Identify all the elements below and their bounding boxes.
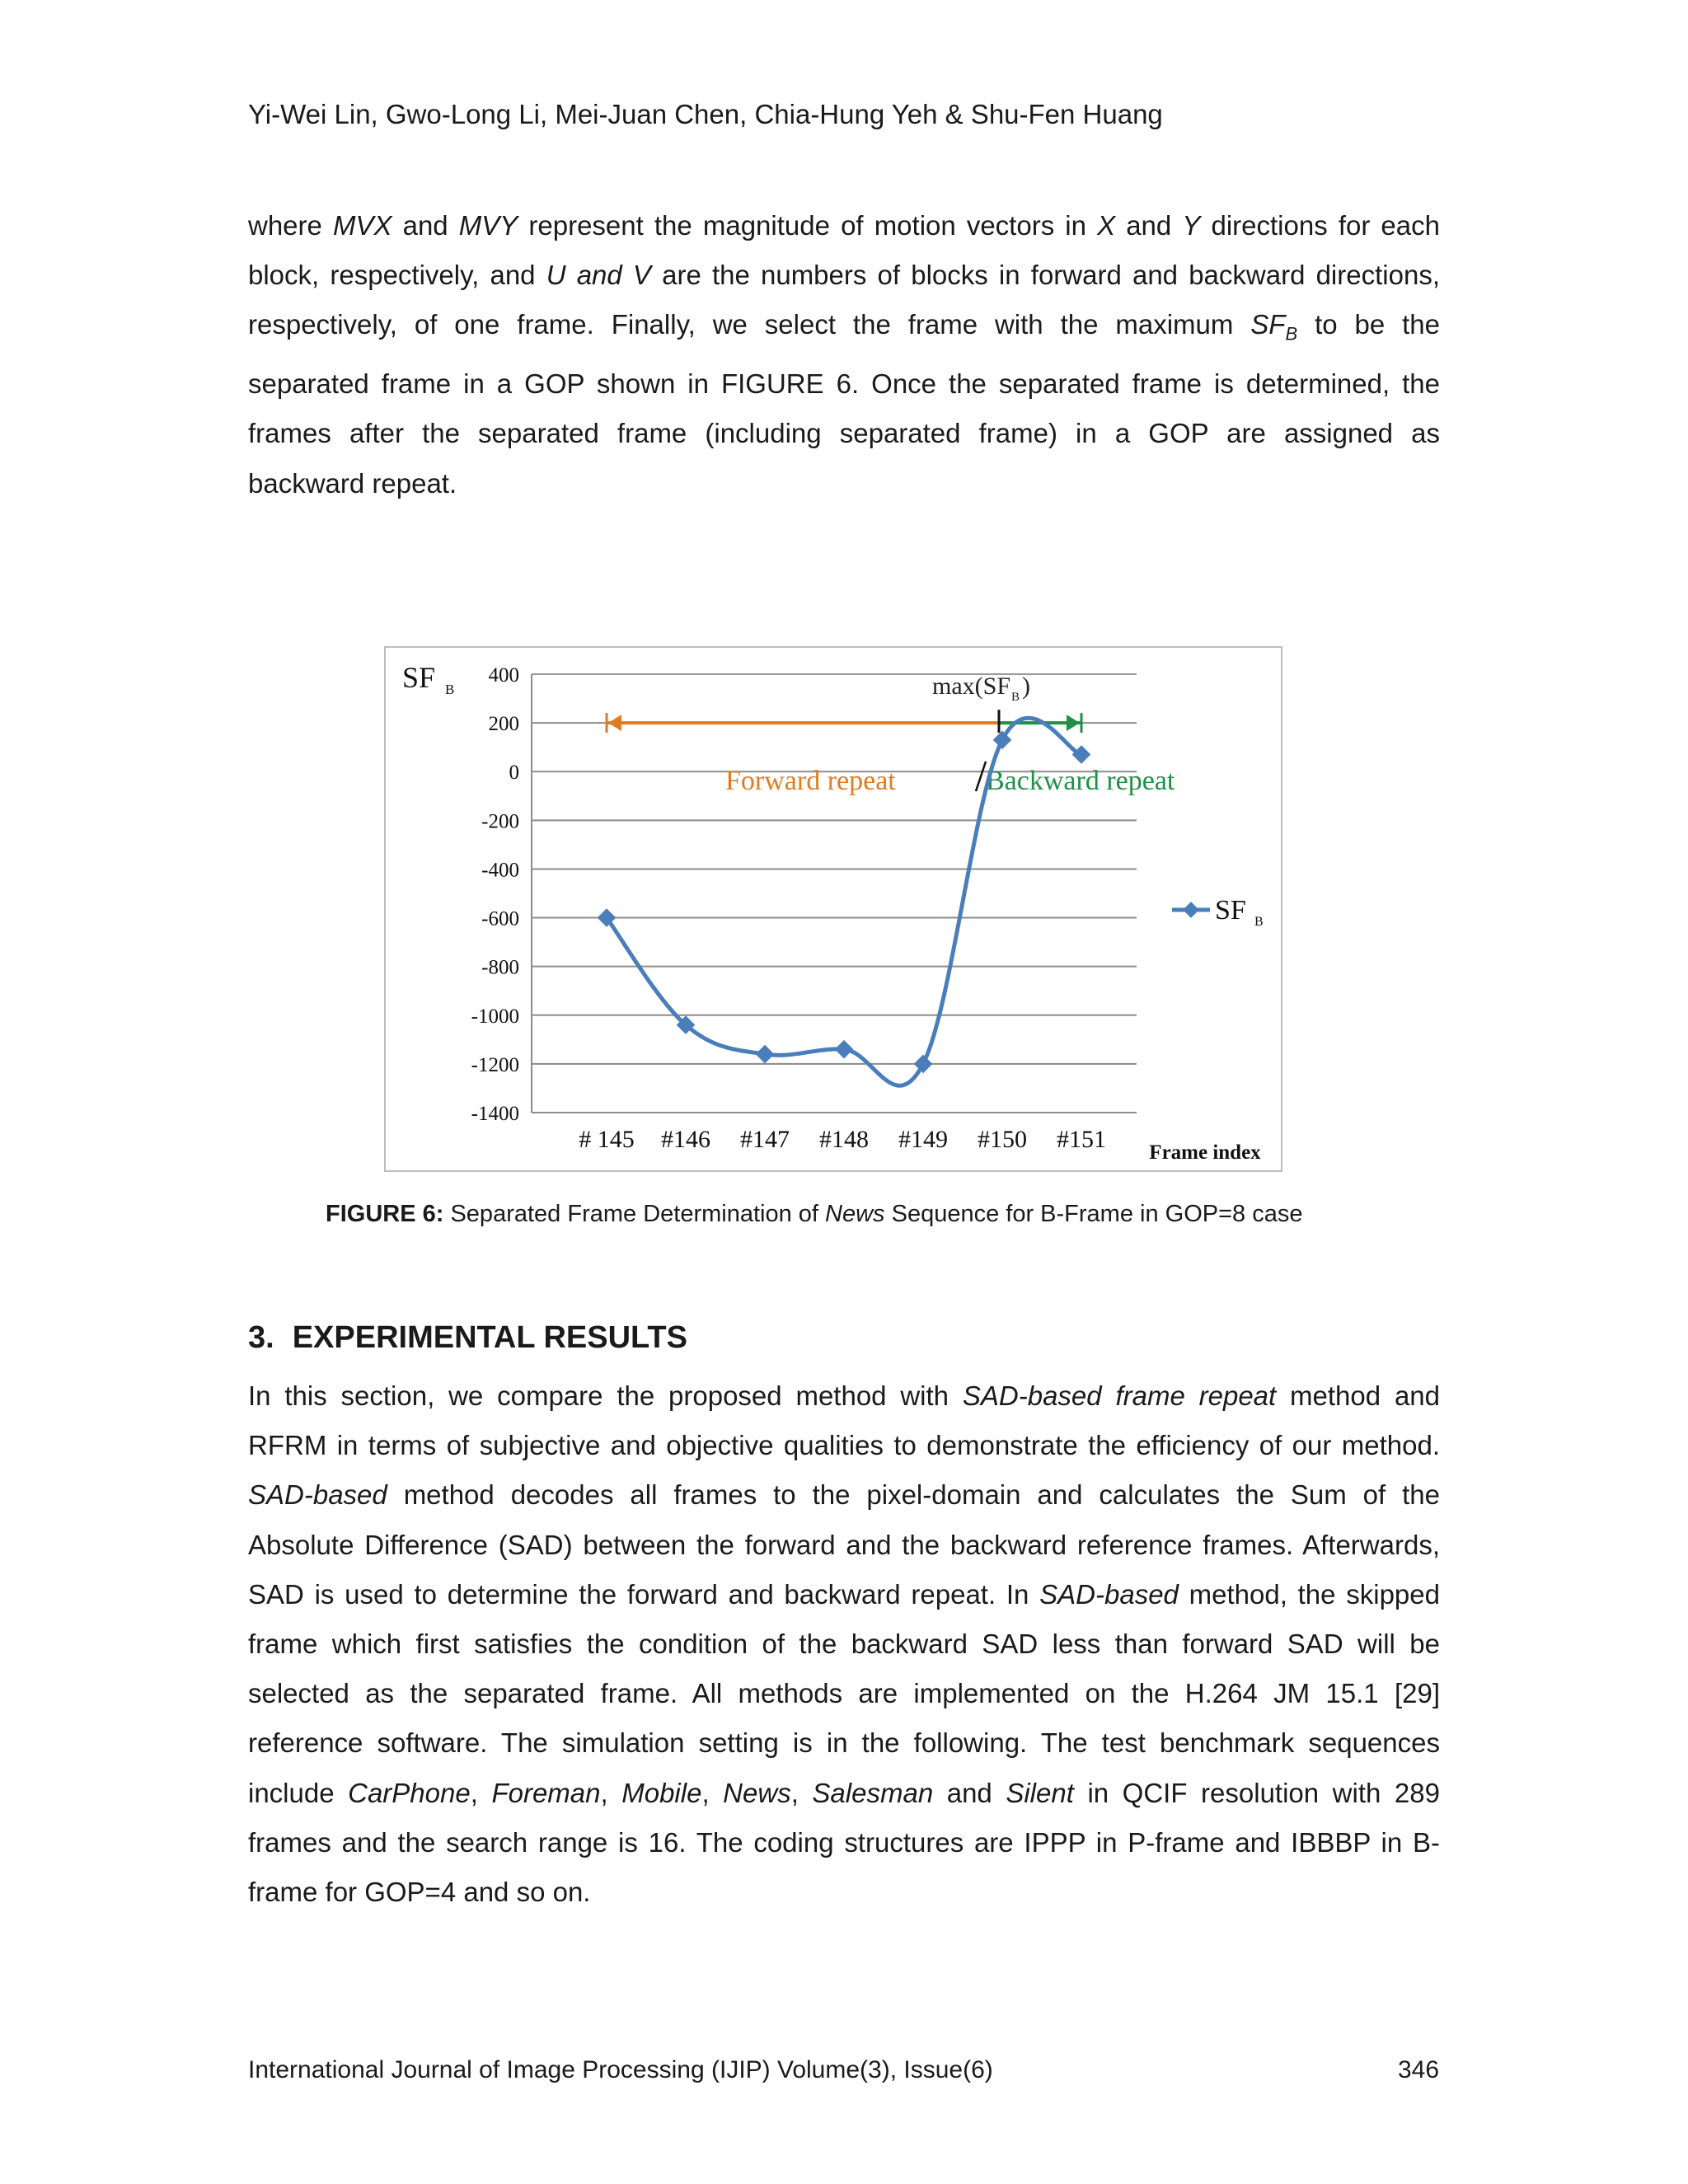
italic-term: MVY bbox=[458, 210, 518, 241]
text-line: respectively, of one frame. Finally, we select the frame with the maximum $SF_B$ to be the bbox=[248, 309, 1441, 344]
data-point-marker bbox=[835, 1040, 854, 1059]
text-line: Absolute Difference (SAD) between the forward and the backward reference frames. Afterwards, bbox=[248, 1529, 1440, 1560]
legend-label: SF bbox=[1215, 895, 1246, 926]
chart-svg bbox=[386, 648, 1281, 1170]
footer-journal: International Journal of Image Processing (IJIP) Volume(3), Issue(6) bbox=[248, 2056, 993, 2083]
caption-text-post: Sequence for B-Frame in GOP=8 case bbox=[884, 1201, 1303, 1227]
y-tick-label: 200 bbox=[488, 713, 519, 736]
y-tick-label: -800 bbox=[481, 956, 519, 979]
caption-text-italic: News bbox=[825, 1201, 885, 1227]
y-tick-label: -1400 bbox=[471, 1103, 519, 1125]
italic-term: Y bbox=[1182, 210, 1201, 241]
body-paragraph-2 bbox=[248, 1371, 1440, 1917]
x-tick-label: #146 bbox=[661, 1126, 710, 1153]
y-tick-label: -200 bbox=[481, 810, 519, 833]
text-line: frames and the search range is 16. The coding structures are IPPP in P-frame and IBBBP in B- bbox=[248, 1826, 1440, 1858]
text-line: frames after the separated frame (including separated frame) in a GOP are assigned as bbox=[248, 418, 1440, 449]
italic-term: Salesman bbox=[812, 1777, 934, 1808]
italic-term: CarPhone bbox=[348, 1777, 471, 1808]
italic-term: MVX bbox=[332, 210, 392, 241]
x-tick-label: #150 bbox=[978, 1126, 1027, 1153]
x-axis-title: Frame index bbox=[1149, 1141, 1261, 1164]
italic-term: News bbox=[723, 1777, 791, 1808]
max-annotation-close: ) bbox=[1022, 673, 1030, 700]
text-line: frame which first satisfies the condition of the backward SAD less than forward SAD will be bbox=[248, 1629, 1440, 1660]
y-axis-title: SF bbox=[402, 661, 436, 694]
legend-marker bbox=[1183, 902, 1199, 918]
section-title: EXPERIMENTAL RESULTS bbox=[292, 1320, 687, 1355]
footer-page-number: 346 bbox=[1398, 2056, 1440, 2083]
text-line: frame for GOP=4 and so on. bbox=[248, 1877, 591, 1908]
separator-slash bbox=[976, 762, 986, 791]
text-line: RFRM in terms of subjective and objective qualities to demonstrate the efficiency of our method. bbox=[248, 1430, 1440, 1461]
section-heading bbox=[248, 1320, 687, 1356]
data-point-marker bbox=[756, 1045, 775, 1064]
italic-term: U and V bbox=[546, 260, 651, 291]
y-tick-label: -600 bbox=[481, 907, 519, 930]
x-tick-label: #148 bbox=[819, 1126, 869, 1153]
x-tick-label: #147 bbox=[740, 1126, 790, 1153]
data-point-marker bbox=[993, 730, 1012, 749]
body-paragraph-1 bbox=[248, 201, 1440, 509]
x-tick-label: # 145 bbox=[579, 1126, 635, 1153]
figure-6-chart bbox=[384, 646, 1282, 1172]
x-tick-label: #149 bbox=[898, 1126, 948, 1153]
y-tick-label: 0 bbox=[509, 762, 519, 785]
data-point-marker bbox=[914, 1055, 933, 1074]
italic-term: SAD-based frame repeat bbox=[962, 1380, 1277, 1411]
text-line: SAD-based method decodes all frames to the pixel-domain and calculates the Sum of the bbox=[248, 1479, 1440, 1511]
text-line: block, respectively, and U and V are the numbers of blocks in forward and backward directions, bbox=[248, 260, 1440, 291]
figure-caption bbox=[326, 1201, 1302, 1228]
y-axis-title-subscript: B bbox=[445, 682, 455, 697]
text-line: backward repeat. bbox=[248, 467, 457, 499]
legend-label-subscript: B bbox=[1254, 915, 1264, 929]
forward-arrow-head bbox=[608, 715, 621, 731]
italic-term: Foreman bbox=[491, 1777, 601, 1808]
max-annotation-label: max(SF bbox=[932, 673, 1011, 700]
caption-text-pre: Separated Frame Determination of bbox=[443, 1201, 826, 1227]
italic-term: Silent bbox=[1006, 1777, 1074, 1808]
max-annotation-subscript: B bbox=[1011, 691, 1020, 704]
italic-term: X bbox=[1097, 210, 1116, 241]
text-line: reference software. The simulation setting is in the following. The test benchmark sequences bbox=[248, 1727, 1440, 1759]
italic-term: $SF_B$ bbox=[1250, 309, 1298, 344]
caption-label: FIGURE 6: bbox=[326, 1201, 444, 1227]
text-line: separated frame in a GOP shown in FIGURE 6. Once the separated frame is determined, the bbox=[248, 368, 1440, 400]
italic-term: SAD-based bbox=[1039, 1578, 1179, 1610]
y-tick-label: -1000 bbox=[471, 1005, 519, 1028]
backward-arrow-head bbox=[1067, 715, 1080, 731]
forward-repeat-label: Forward repeat bbox=[725, 766, 896, 796]
text-line: SAD is used to determine the forward and backward repeat. In SAD-based method, the skipped bbox=[248, 1578, 1440, 1610]
text-line: In this section, we compare the proposed method with SAD-based frame repeat method and bbox=[248, 1380, 1441, 1411]
page-header-authors: Yi-Wei Lin, Gwo-Long Li, Mei-Juan Chen, Chia-Hung Yeh & Shu-Fen Huang bbox=[248, 99, 1163, 129]
text-line: selected as the separated frame. All methods are implemented on the H.264 JM 15.1 [29] bbox=[248, 1678, 1440, 1709]
y-tick-label: -400 bbox=[481, 859, 519, 882]
italic-term: Mobile bbox=[621, 1777, 702, 1808]
x-tick-label: #151 bbox=[1057, 1126, 1106, 1153]
backward-repeat-label: Backward repeat bbox=[986, 766, 1175, 796]
y-tick-label: -1200 bbox=[471, 1053, 519, 1076]
italic-term: SAD-based bbox=[248, 1479, 387, 1511]
section-number: 3. bbox=[248, 1320, 274, 1355]
text-line: include CarPhone, Foreman, Mobile, News, Salesman and Silent in QCIF resolution with 289 bbox=[248, 1777, 1440, 1808]
y-tick-label: 400 bbox=[488, 664, 519, 687]
text-line: where MVX and MVY represent the magnitude of motion vectors in X and Y directions for each bbox=[248, 210, 1440, 241]
